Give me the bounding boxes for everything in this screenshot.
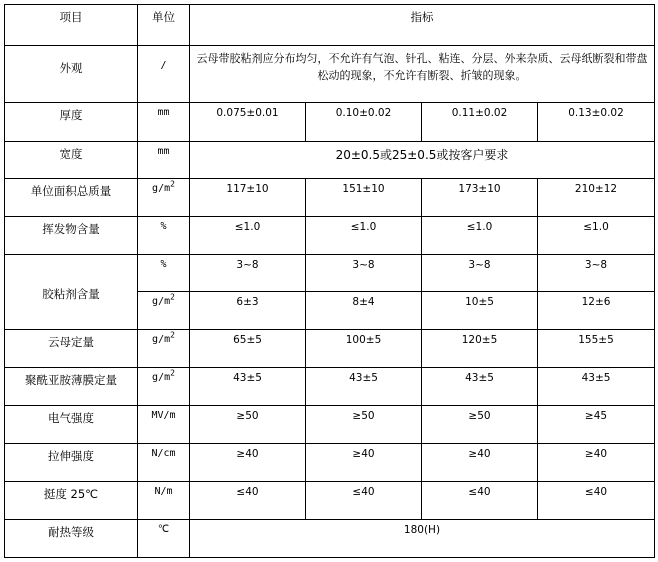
mass-value: 151±10 — [306, 179, 422, 217]
mass-value: 173±10 — [422, 179, 538, 217]
stiffness-value: ≤40 — [422, 482, 538, 520]
unit-base: g/m — [152, 296, 171, 307]
label-tensile: 拉伸强度 — [5, 444, 138, 482]
binder-mass-value: 8±4 — [306, 292, 422, 330]
row-electric — [5, 406, 655, 444]
binder-mass-value: 10±5 — [422, 292, 538, 330]
mass-value: 117±10 — [190, 179, 306, 217]
label-volatile: 挥发物含量 — [5, 217, 138, 255]
label-electric: 电气强度 — [5, 406, 138, 444]
volatile-value: ≤1.0 — [190, 217, 306, 255]
value-appearance: 云母带胶粘剂应分布均匀，不允许有气泡、针孔、粘连、分层、外来杂质、云母纸断裂和带盘松动的现象，不允许有断裂、折皱的现象。 — [190, 46, 655, 103]
unit-binder-mass — [138, 292, 190, 330]
electric-value: ≥45 — [538, 406, 655, 444]
binder-mass-value: 6±3 — [190, 292, 306, 330]
unit-electric: MV/m — [138, 406, 190, 444]
label-heat: 耐热等级 — [5, 520, 138, 558]
binder-mass-value: 12±6 — [538, 292, 655, 330]
unit-stiffness: N/m — [138, 482, 190, 520]
unit-width: mm — [138, 142, 190, 179]
unit-exponent: 2 — [170, 330, 175, 340]
binder-percent-value: 3~8 — [190, 255, 306, 292]
thickness-value: 0.11±0.02 — [422, 103, 538, 142]
electric-value: ≥50 — [306, 406, 422, 444]
unit-exponent: 2 — [170, 179, 175, 189]
polyimide-value: 43±5 — [538, 368, 655, 406]
stiffness-value: ≤40 — [538, 482, 655, 520]
unit-polyimide — [138, 368, 190, 406]
unit-thickness: mm — [138, 103, 190, 142]
label-mass: 单位面积总质量 — [5, 179, 138, 217]
unit-base: g/m — [152, 183, 171, 194]
value-heat: 180(H) — [190, 520, 655, 558]
value-width: 20±0.5或25±0.5或按客户要求 — [190, 142, 655, 179]
mica-value: 155±5 — [538, 330, 655, 368]
header-item: 项目 — [5, 5, 138, 46]
volatile-value: ≤1.0 — [422, 217, 538, 255]
thickness-value: 0.13±0.02 — [538, 103, 655, 142]
unit-exponent: 2 — [170, 292, 175, 302]
electric-value: ≥50 — [190, 406, 306, 444]
row-tensile — [5, 444, 655, 482]
mass-value: 210±12 — [538, 179, 655, 217]
label-stiffness: 挺度 25℃ — [5, 482, 138, 520]
volatile-value: ≤1.0 — [306, 217, 422, 255]
volatile-value: ≤1.0 — [538, 217, 655, 255]
label-binder: 胶粘剂含量 — [5, 255, 138, 330]
row-binder-percent — [5, 255, 655, 292]
unit-appearance: / — [138, 46, 190, 103]
mica-value: 100±5 — [306, 330, 422, 368]
tensile-value: ≥40 — [422, 444, 538, 482]
row-heat — [5, 520, 655, 558]
polyimide-value: 43±5 — [306, 368, 422, 406]
thickness-value: 0.075±0.01 — [190, 103, 306, 142]
unit-mass — [138, 179, 190, 217]
stiffness-value: ≤40 — [190, 482, 306, 520]
label-width: 宽度 — [5, 142, 138, 179]
row-appearance — [5, 46, 655, 103]
row-volatile — [5, 217, 655, 255]
unit-heat: ℃ — [138, 520, 190, 558]
header-row — [5, 5, 655, 46]
stiffness-value: ≤40 — [306, 482, 422, 520]
binder-percent-value: 3~8 — [306, 255, 422, 292]
mica-value: 65±5 — [190, 330, 306, 368]
tensile-value: ≥40 — [190, 444, 306, 482]
unit-binder-percent: % — [138, 255, 190, 292]
mica-value: 120±5 — [422, 330, 538, 368]
header-unit: 单位 — [138, 5, 190, 46]
unit-mica — [138, 330, 190, 368]
label-mica: 云母定量 — [5, 330, 138, 368]
electric-value: ≥50 — [422, 406, 538, 444]
binder-percent-value: 3~8 — [422, 255, 538, 292]
unit-volatile: % — [138, 217, 190, 255]
unit-tensile: N/cm — [138, 444, 190, 482]
label-thickness: 厚度 — [5, 103, 138, 142]
unit-exponent: 2 — [170, 368, 175, 378]
thickness-value: 0.10±0.02 — [306, 103, 422, 142]
binder-percent-value: 3~8 — [538, 255, 655, 292]
header-index: 指标 — [190, 5, 655, 46]
row-width — [5, 142, 655, 179]
tensile-value: ≥40 — [538, 444, 655, 482]
row-polyimide — [5, 368, 655, 406]
polyimide-value: 43±5 — [190, 368, 306, 406]
row-mica — [5, 330, 655, 368]
spec-table — [4, 4, 655, 558]
polyimide-value: 43±5 — [422, 368, 538, 406]
row-thickness — [5, 103, 655, 142]
unit-base: g/m — [152, 334, 171, 345]
label-polyimide: 聚酰亚胺薄膜定量 — [5, 368, 138, 406]
tensile-value: ≥40 — [306, 444, 422, 482]
row-stiffness — [5, 482, 655, 520]
row-mass — [5, 179, 655, 217]
unit-base: g/m — [152, 372, 171, 383]
label-appearance: 外观 — [5, 46, 138, 103]
